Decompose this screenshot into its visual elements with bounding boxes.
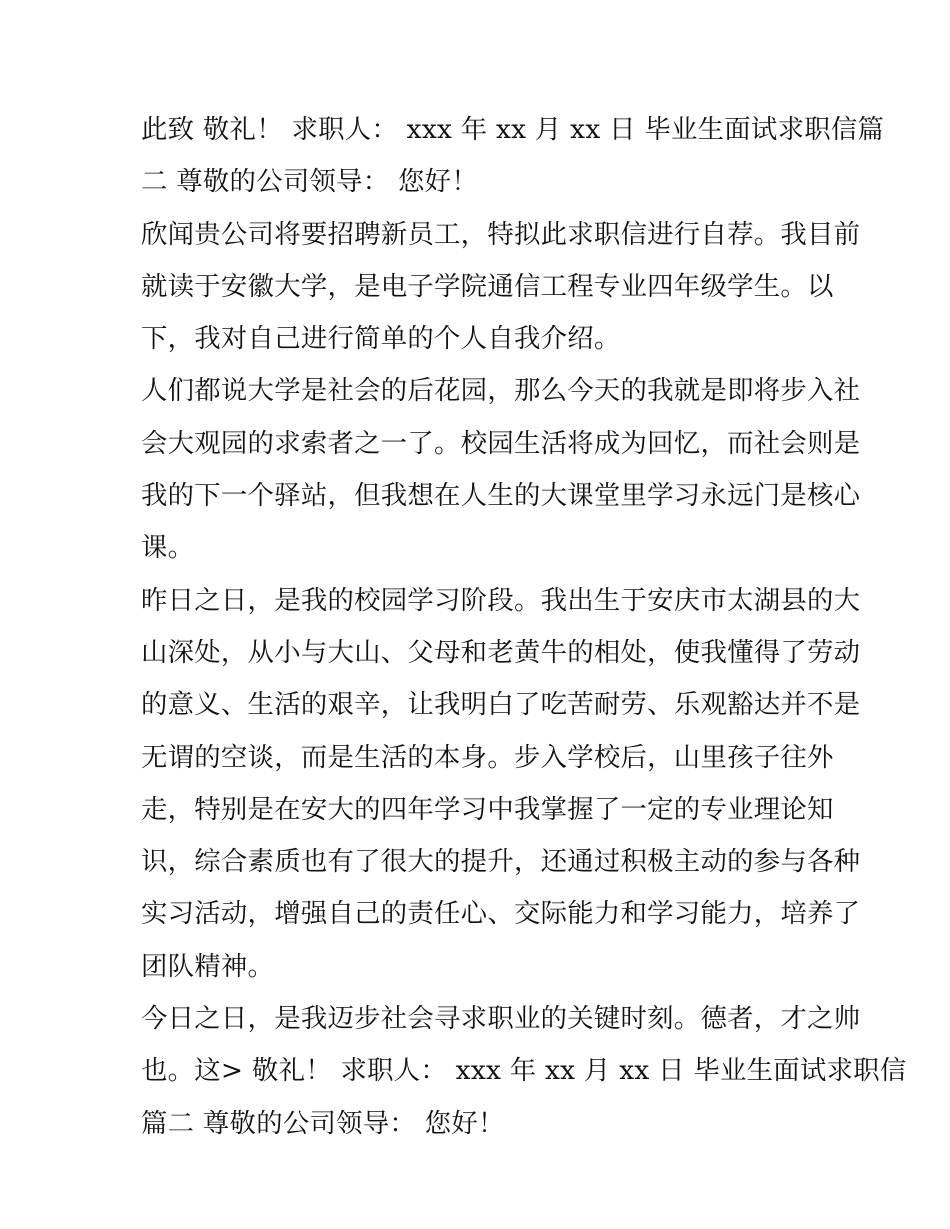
text-line: 欣闻贵公司将要招聘新员工，特拟此求职信进行自荐。我目前 bbox=[141, 218, 861, 250]
text-line: 团队精神。 bbox=[141, 950, 275, 982]
text-line: 会大观园的求索者之一了。校园生活将成为回忆，而社会则是 bbox=[141, 427, 861, 459]
text-line: 就读于安徽大学，是电子学院通信工程专业四年级学生。以 bbox=[141, 270, 834, 302]
text-line: 下，我对自己进行简单的个人自我介绍。 bbox=[141, 323, 621, 355]
text-line: 山深处，从小与大山、父母和老黄牛的相处，使我懂得了劳动 bbox=[141, 636, 861, 668]
letter-body bbox=[141, 104, 907, 1150]
text-line: 人们都说大学是社会的后花园，那么今天的我就是即将步入社 bbox=[141, 375, 861, 407]
text-line: 的意义、生活的艰辛，让我明白了吃苦耐劳、乐观豁达并不是 bbox=[141, 689, 861, 721]
text-line: 此致 敬礼！ 求职人： xxx 年 xx 月 xx 日 毕业生面试求职信篇 bbox=[141, 114, 885, 145]
text-line: 昨日之日，是我的校园学习阶段。我出生于安庆市太湖县的大 bbox=[141, 584, 861, 616]
text-line: 识，综合素质也有了很大的提升，还通过积极主动的参与各种 bbox=[141, 846, 861, 878]
text-line: 二 尊敬的公司领导： 您好！ bbox=[141, 166, 478, 198]
text-line: 实习活动，增强自己的责任心、交际能力和学习能力，培养了 bbox=[141, 898, 861, 930]
text-line: 篇二 尊敬的公司领导： 您好！ bbox=[141, 1107, 505, 1139]
text-line: 我的下一个驿站，但我想在人生的大课堂里学习永远门是核心 bbox=[141, 480, 861, 512]
text-line: 今日之日，是我迈步社会寻求职业的关键时刻。德者，才之帅 bbox=[141, 1003, 861, 1035]
text-line: 走，特别是在安大的四年学习中我掌握了一定的专业理论知 bbox=[141, 793, 834, 825]
text-line: 也。这> 敬礼！ 求职人： xxx 年 xx 月 xx 日 毕业生面试求职信 bbox=[141, 1055, 907, 1087]
text-line: 无谓的空谈，而是生活的本身。步入学校后，山里孩子往外 bbox=[141, 741, 834, 773]
text-line: 课。 bbox=[141, 532, 195, 564]
